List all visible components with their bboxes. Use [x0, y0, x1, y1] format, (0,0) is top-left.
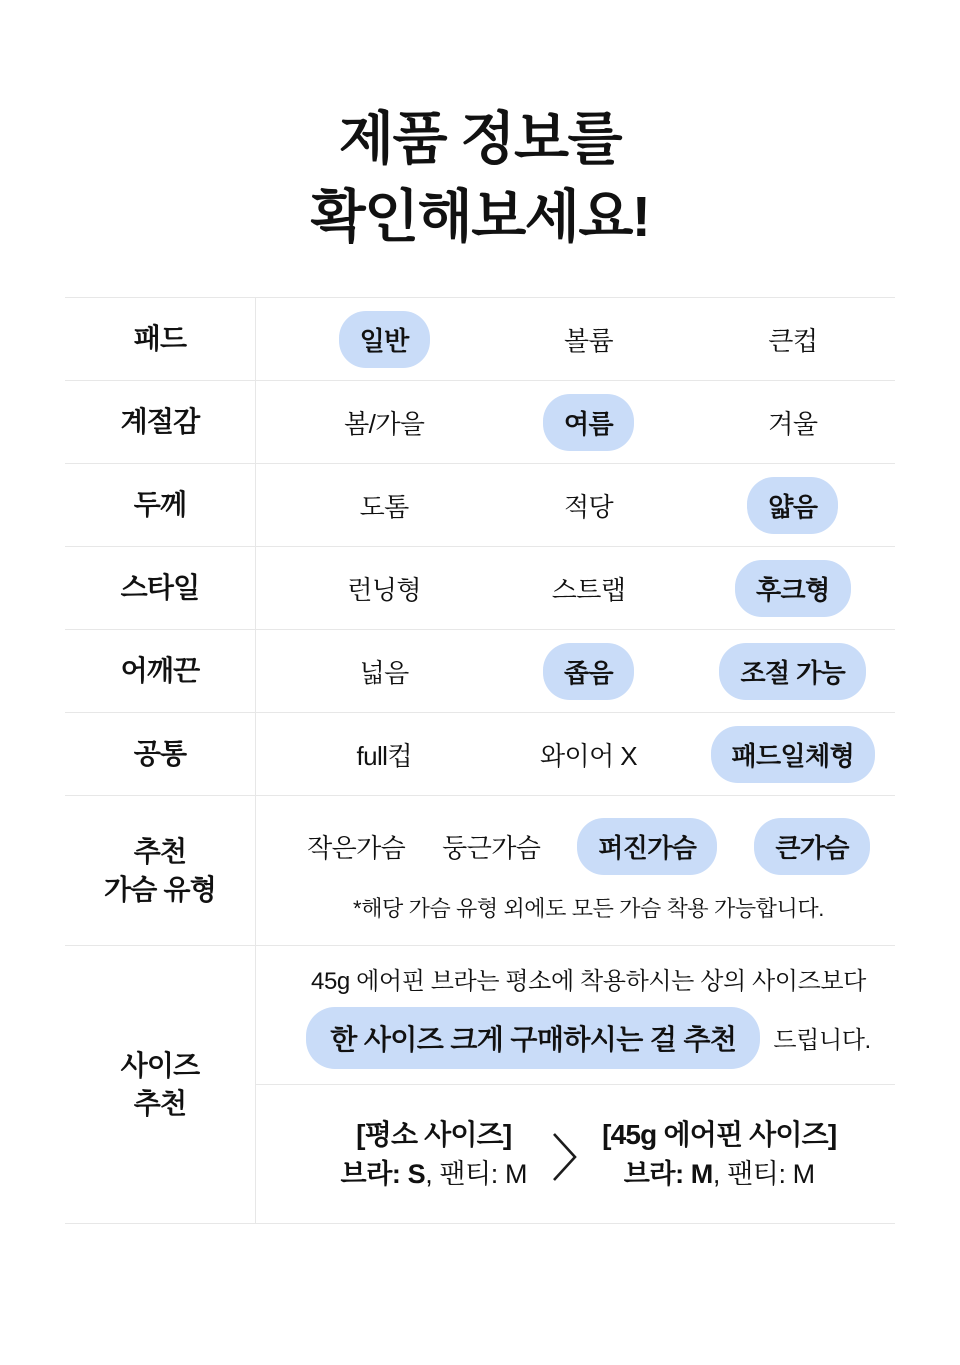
row-label: 어깨끈 — [65, 630, 256, 712]
row-options — [256, 713, 895, 795]
option-label: 큰컵 — [768, 325, 818, 356]
page-title-line2: 확인해보세요! — [310, 185, 650, 249]
option-pill-selected: 좁음 — [543, 643, 634, 700]
usual-size-block — [341, 1115, 528, 1193]
option-pill-selected: 후크형 — [735, 560, 851, 617]
row-label: 스타일 — [65, 547, 256, 629]
option-pill-selected: 여름 — [543, 394, 634, 451]
option-pill-selected: 큰가슴 — [754, 818, 870, 875]
size-advice-highlight-line — [306, 1007, 871, 1069]
simple-rows — [65, 298, 895, 796]
usual-size-value: 브라: S, 팬티: M — [340, 1158, 528, 1189]
table-row — [65, 713, 895, 796]
row-label-size-recommend — [65, 946, 256, 1223]
table-row — [65, 547, 895, 630]
page-title — [0, 0, 960, 256]
option-label: 적당 — [563, 491, 614, 522]
row-label: 공통 — [65, 713, 256, 795]
product-spec-table — [65, 297, 895, 1224]
row-label: 계절감 — [65, 381, 256, 463]
usual-size-title: [평소 사이즈] — [356, 1118, 512, 1150]
option-label: 넓음 — [359, 657, 409, 688]
row-label-line: 추천 — [133, 1087, 187, 1119]
table-row — [65, 381, 895, 464]
airfin-size-block — [602, 1115, 836, 1193]
breast-type-options — [307, 818, 870, 875]
option-pill-selected: 패드일체형 — [711, 726, 876, 783]
size-advice-sentence: 45g 에어핀 브라는 평소에 착용하시는 상의 사이즈보다 — [311, 967, 866, 995]
row-label-line: 가슴 유형 — [104, 873, 216, 905]
table-row — [65, 464, 895, 547]
row-label: 패드 — [65, 298, 256, 380]
option-pill-selected: 조절 가능 — [719, 643, 866, 700]
row-label-line: 추천 — [133, 835, 187, 867]
option-pill-selected: 얇음 — [747, 477, 838, 534]
option-label: 볼륨 — [563, 325, 614, 356]
row-options — [256, 630, 895, 712]
option-label: 봄/가을 — [344, 408, 425, 439]
size-recommend-row — [65, 946, 895, 1224]
page-title-line1: 제품 정보를 — [338, 107, 622, 171]
option-label: 스트랩 — [551, 574, 626, 605]
chevron-right-icon — [551, 1125, 578, 1183]
option-label: 작은가슴 — [307, 833, 406, 863]
row-label-breast-type — [65, 796, 256, 945]
row-options — [256, 464, 895, 546]
option-pill-selected: 일반 — [339, 311, 430, 368]
option-label: 런닝형 — [347, 574, 421, 605]
option-pill-selected: 퍼진가슴 — [577, 818, 717, 875]
row-options — [256, 381, 895, 463]
breast-type-content — [256, 796, 895, 945]
option-label: 도톰 — [359, 491, 409, 522]
airfin-size-value: 브라: M, 팬티: M — [623, 1158, 815, 1189]
size-advice-tail: 드립니다. — [773, 1027, 871, 1055]
row-label-line: 사이즈 — [120, 1049, 200, 1081]
option-label: 겨울 — [768, 408, 818, 439]
row-options — [256, 298, 895, 380]
row-label: 두께 — [65, 464, 256, 546]
breast-type-note: *해당 가슴 유형 외에도 모든 가슴 착용 가능합니다. — [353, 896, 824, 921]
table-row — [65, 298, 895, 381]
option-label: full컵 — [356, 740, 412, 771]
size-advice-section — [256, 946, 895, 1085]
breast-type-row — [65, 796, 895, 946]
option-label: 와이어 X — [540, 740, 637, 771]
size-highlight-pill: 한 사이즈 크게 구매하시는 걸 추천 — [306, 1007, 760, 1069]
size-recommend-content — [256, 946, 895, 1223]
table-row — [65, 630, 895, 713]
row-options — [256, 547, 895, 629]
size-compare-section — [256, 1085, 895, 1224]
option-label: 둥근가슴 — [442, 833, 541, 863]
airfin-size-title: [45g 에어핀 사이즈] — [602, 1118, 837, 1150]
